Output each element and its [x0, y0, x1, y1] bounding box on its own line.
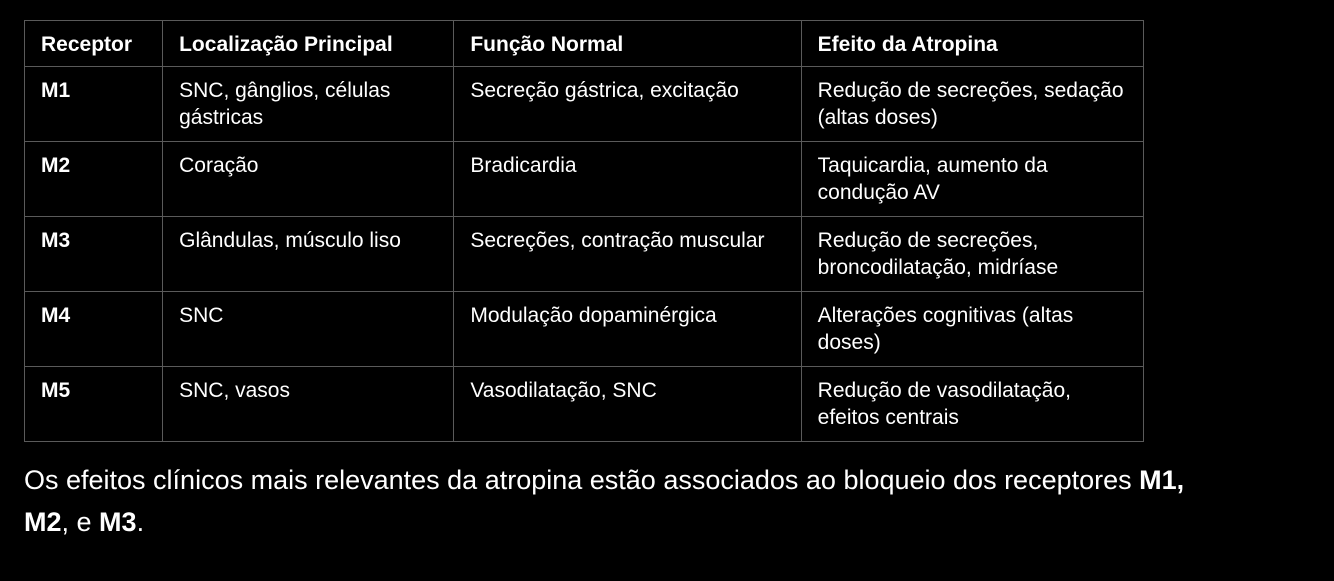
- cell-receptor: M3: [25, 217, 163, 292]
- cell-funcao: Bradicardia: [454, 142, 801, 217]
- summary-receptor-m2: M2: [24, 507, 62, 537]
- cell-efeito: Taquicardia, aumento da condução AV: [801, 142, 1143, 217]
- cell-funcao: Secreções, contração muscular: [454, 217, 801, 292]
- table-row: [25, 142, 1144, 217]
- cell-localizacao: Glândulas, músculo liso: [163, 217, 454, 292]
- table-row: [25, 217, 1144, 292]
- cell-receptor: M1: [25, 67, 163, 142]
- cell-funcao: Modulação dopaminérgica: [454, 292, 801, 367]
- summary-paragraph: [24, 459, 1324, 543]
- table-row: [25, 292, 1144, 367]
- header-funcao: Função Normal: [454, 21, 801, 67]
- cell-efeito: Alterações cognitivas (altas doses): [801, 292, 1143, 367]
- header-localizacao: Localização Principal: [163, 21, 454, 67]
- cell-efeito: Redução de secreções, sedação (altas doses): [801, 67, 1143, 142]
- table-row: [25, 67, 1144, 142]
- cell-efeito: Redução de secreções, broncodilatação, midríase: [801, 217, 1143, 292]
- summary-period: .: [136, 507, 145, 537]
- cell-localizacao: SNC: [163, 292, 454, 367]
- cell-receptor: M4: [25, 292, 163, 367]
- summary-text: Os efeitos clínicos mais relevantes da atropina estão associados ao bloqueio dos receptores: [24, 465, 1140, 495]
- summary-conjunction: , e: [61, 507, 100, 537]
- cell-funcao: Secreção gástrica, excitação: [454, 67, 801, 142]
- table-row: [25, 367, 1144, 442]
- summary-receptor-m3: M3: [99, 507, 137, 537]
- header-receptor: Receptor: [25, 21, 163, 67]
- cell-receptor: M2: [25, 142, 163, 217]
- cell-localizacao: SNC, gânglios, células gástricas: [163, 67, 454, 142]
- cell-efeito: Redução de vasodilatação, efeitos centrais: [801, 367, 1143, 442]
- table-header-row: [25, 21, 1144, 67]
- cell-funcao: Vasodilatação, SNC: [454, 367, 801, 442]
- cell-receptor: M5: [25, 367, 163, 442]
- cell-localizacao: SNC, vasos: [163, 367, 454, 442]
- header-efeito: Efeito da Atropina: [801, 21, 1143, 67]
- cell-localizacao: Coração: [163, 142, 454, 217]
- receptor-table: [24, 20, 1144, 442]
- summary-receptor-m1: M1,: [1139, 465, 1185, 495]
